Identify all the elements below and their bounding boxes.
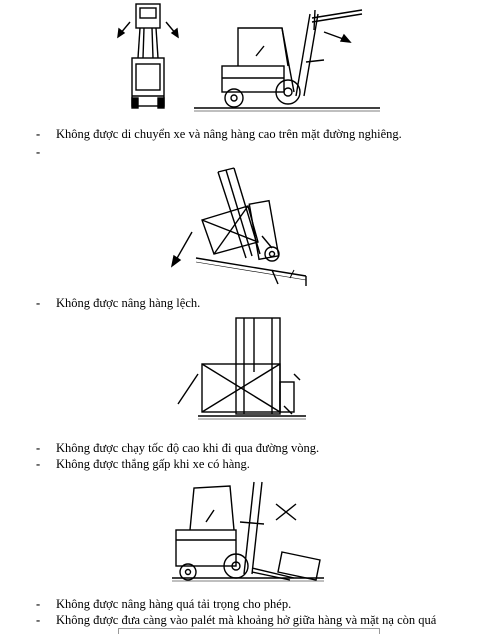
bullet-line-5: [36, 457, 482, 472]
bullet-line-2: [36, 145, 482, 160]
bullet-marker: -: [36, 127, 41, 141]
line-text: Không được di chuyển xe và nâng hàng cao trên mặt đường nghiêng.: [56, 127, 402, 141]
figure-slope-tipping: [162, 162, 332, 290]
forklift-offset-load-icon: [164, 312, 314, 424]
figure-offset-load: [164, 312, 314, 424]
figure-overload: [168, 474, 338, 586]
bullet-marker: -: [36, 613, 41, 627]
forklift-tipping-on-slope-icon: [162, 162, 332, 290]
bullet-line-6: [36, 597, 482, 612]
bullet-marker: -: [36, 457, 41, 471]
bullet-line-4: [36, 441, 482, 456]
line-text: Không được chạy tốc độ cao khi đi qua đường vòng.: [56, 441, 320, 455]
forklift-high-lift-icon: [110, 0, 390, 118]
line-text: Không được nâng hàng quá tải trọng cho phép.: [56, 597, 292, 611]
line-text: Không được thắng gấp khi xe có hàng.: [56, 457, 250, 471]
figure-high-lift: [110, 0, 390, 118]
bullet-line-7: [36, 613, 482, 628]
forklift-overload-icon: [168, 474, 338, 586]
bullet-marker: -: [36, 441, 41, 455]
bullet-line-1: [36, 127, 482, 142]
line-text: Không được nâng hàng lệch.: [56, 296, 201, 310]
bullet-marker: -: [36, 597, 41, 611]
bullet-marker: -: [36, 145, 41, 159]
line-text: Không được đưa càng vào palét mà khoảng hở giữa hàng và mặt nạ còn quá: [56, 613, 437, 627]
bullet-line-3: [36, 296, 482, 311]
bullet-marker: -: [36, 296, 41, 310]
page-bottom-frame: [118, 628, 380, 634]
